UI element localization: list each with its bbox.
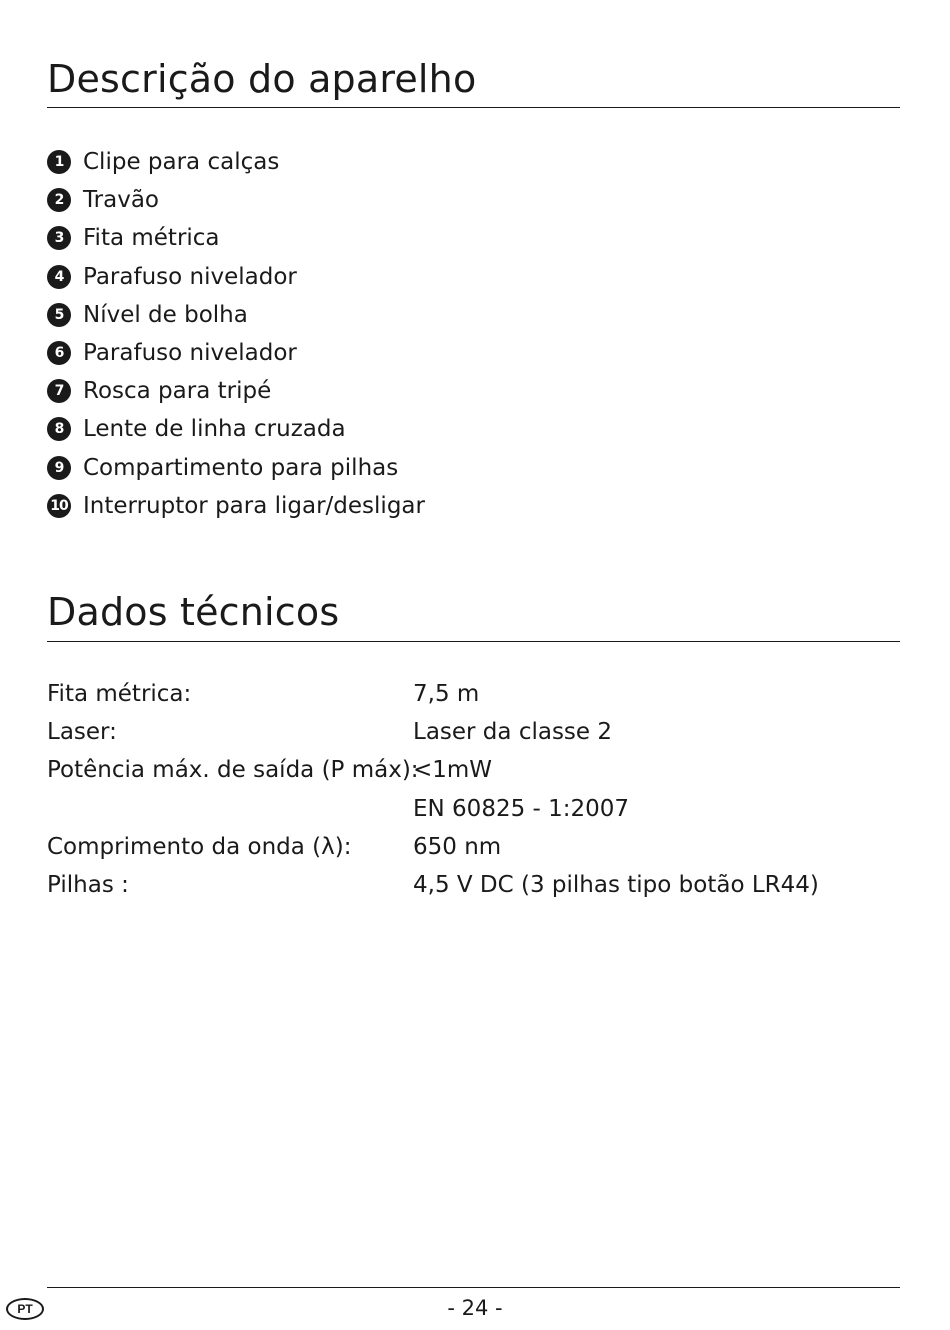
section-title-description: Descrição do aparelho <box>47 57 477 101</box>
language-badge: PT <box>6 1298 44 1320</box>
list-item <box>47 372 425 410</box>
spec-value: Laser da classe 2 <box>413 719 613 746</box>
spec-label: Laser: <box>47 719 117 746</box>
title-underline <box>47 641 900 642</box>
number-badge: 10 <box>47 494 71 518</box>
list-item-label: Nível de bolha <box>83 301 248 328</box>
number-badge: 7 <box>47 379 71 403</box>
spec-label: Comprimento da onda (λ): <box>47 833 352 860</box>
list-item-label: Interruptor para ligar/desligar <box>83 492 425 519</box>
number-badge: 9 <box>47 456 71 480</box>
spec-row <box>47 790 819 828</box>
number-badge: 6 <box>47 341 71 365</box>
list-item <box>47 219 425 257</box>
number-badge: 3 <box>47 226 71 250</box>
list-item-label: Parafuso nivelador <box>83 263 297 290</box>
spec-row <box>47 675 819 713</box>
page-number: - 24 - <box>447 1296 503 1320</box>
footer-rule <box>47 1287 900 1288</box>
spec-value: 7,5 m <box>413 681 480 708</box>
spec-value: 4,5 V DC (3 pilhas tipo botão LR44) <box>413 872 819 899</box>
list-item <box>47 181 425 219</box>
spec-value: EN 60825 - 1:2007 <box>413 795 630 822</box>
spec-value: 650 nm <box>413 833 502 860</box>
spec-label: Fita métrica: <box>47 681 192 708</box>
list-item-label: Lente de linha cruzada <box>83 416 346 443</box>
number-badge: 1 <box>47 150 71 174</box>
list-item <box>47 334 425 372</box>
spec-row <box>47 751 819 789</box>
section-title-technical-data: Dados técnicos <box>47 590 340 634</box>
list-item-label: Travão <box>83 187 159 214</box>
spec-value: <1mW <box>413 757 493 784</box>
list-item-label: Parafuso nivelador <box>83 340 297 367</box>
list-item-label: Fita métrica <box>83 225 220 252</box>
number-badge: 8 <box>47 417 71 441</box>
list-item-label: Clipe para calças <box>83 149 280 176</box>
spec-row <box>47 866 819 904</box>
parts-list <box>47 143 425 525</box>
spec-row <box>47 828 819 866</box>
specs-table <box>47 675 819 904</box>
number-badge: 4 <box>47 265 71 289</box>
number-badge: 2 <box>47 188 71 212</box>
title-underline <box>47 107 900 108</box>
list-item-label: Rosca para tripé <box>83 378 272 405</box>
number-badge: 5 <box>47 303 71 327</box>
spec-label: Pilhas : <box>47 872 129 899</box>
spec-row <box>47 713 819 751</box>
list-item <box>47 143 425 181</box>
list-item <box>47 410 425 448</box>
spec-label: Potência máx. de saída (P máx): <box>47 757 419 784</box>
list-item <box>47 449 425 487</box>
list-item <box>47 258 425 296</box>
list-item-label: Compartimento para pilhas <box>83 454 399 481</box>
list-item <box>47 487 425 525</box>
list-item <box>47 296 425 334</box>
